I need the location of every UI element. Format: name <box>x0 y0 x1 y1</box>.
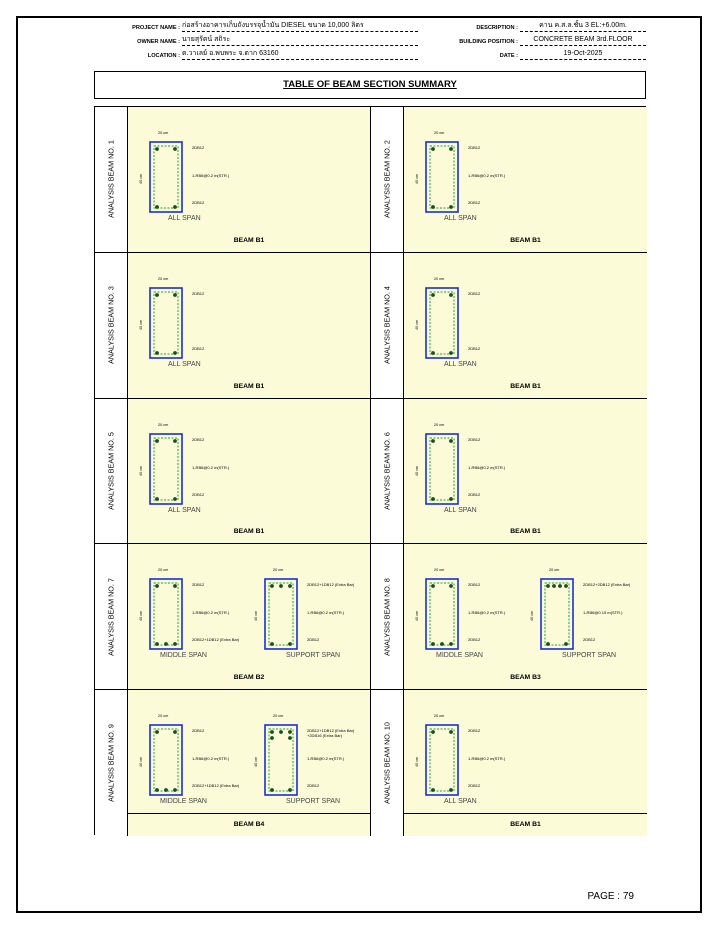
bottom-rebar <box>431 205 435 209</box>
description-value: คาน ค.ส.ล.ชั้น 3 EL:+6.00m. <box>520 20 646 32</box>
beam-section-drawing <box>148 140 188 214</box>
all-span-label: ALL SPAN <box>168 215 201 222</box>
top-rebar <box>155 439 159 443</box>
analysis-beam-label-text: ANALYSIS BEAM NO. 9 <box>106 724 116 802</box>
bottom-rebar <box>270 788 274 792</box>
analysis-beam-label <box>371 107 404 252</box>
section-drawing-area <box>128 690 370 814</box>
analysis-beam-label-text: ANALYSIS BEAM NO. 6 <box>382 432 392 510</box>
stirrup-rebar-label: 1-RB6@0.2 m(STR.) <box>468 756 506 762</box>
beam-cell <box>95 253 371 399</box>
top-rebar-label: 2DB12+2DB12 (Extra Bar) <box>583 582 631 588</box>
concrete-outline <box>150 579 182 649</box>
depth-dimension: 40 cm <box>415 756 419 768</box>
analysis-beam-label-text: ANALYSIS BEAM NO. 7 <box>106 577 116 656</box>
top-rebar <box>173 584 177 588</box>
top-rebar <box>564 584 568 588</box>
beam-name: BEAM B2 <box>128 667 370 689</box>
stirrup <box>545 583 569 645</box>
all-span-label: ALL SPAN <box>444 360 477 368</box>
bottom-rebar <box>173 205 177 209</box>
stirrup-rebar-label: 1-RB6@0.2 m(STR.) <box>192 173 230 178</box>
width-dimension: 20 cm <box>434 131 445 135</box>
section-drawing-area <box>404 399 647 523</box>
concrete-outline <box>426 142 458 212</box>
page-number: PAGE : 79 <box>587 891 634 902</box>
bottom-rebar-label: 2DB12 <box>192 345 205 351</box>
width-dimension: 20 cm <box>273 714 284 719</box>
beam-cell <box>95 544 371 690</box>
width-dimension: 20 cm <box>158 276 169 281</box>
top-rebar-label: 2DB12 <box>192 290 205 296</box>
bottom-rebar-label: 2DB12+1DB12 (Extra Bar) <box>192 783 240 789</box>
analysis-beam-label <box>95 544 128 689</box>
bottom-rebar-label: 2DB12 <box>468 491 481 497</box>
analysis-beam-label <box>95 690 128 836</box>
beam-cell <box>95 107 371 253</box>
concrete-outline <box>426 288 458 358</box>
all-span-label: ALL SPAN <box>444 215 477 222</box>
top-rebar <box>173 439 177 443</box>
top-rebar <box>449 293 453 297</box>
bottom-rebar-label: 2DB12 <box>192 200 205 205</box>
depth-dimension: 40 cm <box>415 319 419 330</box>
date-value: 19-Oct-2025 <box>520 48 646 60</box>
top-rebar <box>173 293 177 297</box>
middle-span-label: MIDDLE SPAN <box>436 652 483 660</box>
analysis-beam-label-text: ANALYSIS BEAM NO. 10 <box>382 722 392 804</box>
bottom-rebar-label: 2DB12 <box>307 637 320 643</box>
beam-section-table <box>94 106 646 835</box>
top-rebar <box>270 730 274 734</box>
stirrup-rebar-label: 1-RB6@0.15 m(STR.) <box>583 610 623 616</box>
beam-section-drawing <box>539 577 579 651</box>
stirrup <box>154 438 178 500</box>
bottom-rebar <box>155 205 159 209</box>
project-name-label: PROJECT NAME : <box>132 25 180 31</box>
beam-section-drawing <box>424 432 464 506</box>
stirrup <box>154 292 178 354</box>
beam-section <box>424 577 464 651</box>
stirrup <box>269 583 293 645</box>
top-rebar <box>431 439 435 443</box>
bottom-rebar <box>449 788 453 792</box>
stirrup <box>430 292 454 354</box>
top-rebar-label: 2DB12 <box>192 728 205 734</box>
stirrup-rebar-label: 1-RB6@0.2 m(STR.) <box>307 756 345 762</box>
beam-section-drawing <box>148 577 188 651</box>
beam-section <box>263 577 303 651</box>
bottom-rebar <box>164 788 168 792</box>
analysis-beam-label-text: ANALYSIS BEAM NO. 2 <box>382 140 392 219</box>
beam-section <box>424 432 464 506</box>
concrete-outline <box>426 434 458 504</box>
top-rebar-label: 2DB12 <box>192 145 205 150</box>
section-drawing-area <box>404 544 647 668</box>
concrete-outline <box>265 579 297 649</box>
depth-dimension: 40 cm <box>530 611 534 622</box>
depth-dimension: 40 cm <box>254 611 258 622</box>
top-rebar <box>155 293 159 297</box>
beam-section <box>148 286 188 360</box>
concrete-outline <box>150 142 182 212</box>
top-rebar <box>449 439 453 443</box>
all-span-label: ALL SPAN <box>444 798 477 806</box>
stirrup <box>154 146 178 208</box>
section-drawing-area <box>128 399 370 523</box>
width-dimension: 20 cm <box>434 422 445 427</box>
top-rebar <box>279 730 283 734</box>
beam-name: BEAM B1 <box>404 230 647 252</box>
beam-section <box>263 723 303 797</box>
width-dimension: 20 cm <box>158 568 169 573</box>
support-span-label: SUPPORT SPAN <box>286 798 341 806</box>
top-rebar <box>173 730 177 734</box>
stirrup-rebar-label: 1-RB6@0.2 m(STR.) <box>192 756 230 762</box>
bottom-rebar <box>449 497 453 501</box>
location-label: LOCATION : <box>147 53 180 59</box>
section-drawing-area <box>404 107 647 231</box>
table-title <box>94 71 646 99</box>
beam-name: BEAM B1 <box>128 521 370 543</box>
support-span-label: SUPPORT SPAN <box>562 652 617 660</box>
concrete-outline <box>426 579 458 649</box>
top-rebar-label: 2DB12 <box>468 145 481 150</box>
concrete-outline <box>150 434 182 504</box>
bottom-rebar <box>173 497 177 501</box>
middle-span-label: MIDDLE SPAN <box>160 652 207 660</box>
beam-name: BEAM B1 <box>404 376 647 398</box>
analysis-beam-label <box>371 544 404 689</box>
stirrup-rebar-label: 1-RB6@0.2 m(STR.) <box>468 610 506 616</box>
top-rebar-second-layer <box>270 736 274 740</box>
beam-section-drawing <box>424 577 464 651</box>
analysis-beam-label <box>95 107 128 252</box>
beam-name: BEAM B1 <box>404 814 647 836</box>
width-dimension: 20 cm <box>549 568 560 573</box>
concrete-outline <box>150 288 182 358</box>
stirrup-rebar-label: 1-RB6@0.2 m(STR.) <box>468 173 506 178</box>
beam-name: BEAM B1 <box>128 376 370 398</box>
section-drawing-area <box>128 253 370 377</box>
beam-section-drawing <box>148 286 188 360</box>
date-label: DATE : <box>499 53 518 59</box>
beam-section-drawing <box>263 577 303 651</box>
bottom-rebar <box>431 351 435 355</box>
depth-dimension: 40 cm <box>139 465 143 476</box>
beam-section-drawing <box>424 140 464 214</box>
section-drawing-area <box>128 544 370 668</box>
depth-dimension: 40 cm <box>139 611 143 622</box>
bottom-rebar <box>440 642 444 646</box>
bottom-rebar <box>173 788 177 792</box>
bottom-rebar <box>449 205 453 209</box>
analysis-beam-label <box>371 399 404 544</box>
project-name-value: ก่อสร้างอาคารเก็บถังบรรจุน้ำมัน DIESEL ขนาด 10,000 ลิตร <box>182 20 418 32</box>
owner-name-value: นายสุรัตน์ สถิระ <box>182 34 418 46</box>
top-rebar <box>279 584 283 588</box>
top-rebar-label: 2DB12+1DB12 (Extra Bar) <box>307 582 355 588</box>
beam-section <box>148 140 188 214</box>
top-rebar <box>173 147 177 151</box>
concrete-outline <box>265 725 297 795</box>
top-rebar <box>431 147 435 151</box>
bottom-rebar <box>431 497 435 501</box>
top-rebar-label: 2DB12 <box>468 728 481 734</box>
bottom-rebar <box>155 788 159 792</box>
width-dimension: 20 cm <box>273 568 284 573</box>
bottom-rebar-label: 2DB12 <box>468 783 481 789</box>
depth-dimension: 40 cm <box>415 611 419 622</box>
analysis-beam-label <box>371 253 404 398</box>
analysis-beam-label <box>95 253 128 398</box>
bottom-rebar <box>564 642 568 646</box>
all-span-label: ALL SPAN <box>444 506 477 514</box>
table-title-text: TABLE OF BEAM SECTION SUMMARY <box>283 79 457 90</box>
top-rebar <box>288 584 292 588</box>
width-dimension: 20 cm <box>434 568 445 573</box>
analysis-beam-label <box>95 399 128 544</box>
width-dimension: 20 cm <box>434 276 445 281</box>
top-rebar-label: 2DB12+1DB12 (Extra Bar) <box>307 728 355 734</box>
stirrup <box>154 729 178 791</box>
top-rebar-label: 2DB12 <box>192 582 205 588</box>
beam-section <box>148 723 188 797</box>
beam-section-drawing <box>148 723 188 797</box>
depth-dimension: 40 cm <box>415 465 419 476</box>
all-span-label: ALL SPAN <box>168 360 201 368</box>
analysis-beam-label-text: ANALYSIS BEAM NO. 4 <box>382 286 392 365</box>
bottom-rebar <box>173 642 177 646</box>
building-position-label: BUILDING POSITION : <box>459 39 518 45</box>
top-rebar <box>449 584 453 588</box>
stirrup-rebar-label: 1-RB6@0.2 m(STR.) <box>192 464 230 470</box>
stirrup <box>430 146 454 208</box>
beam-name: BEAM B1 <box>404 521 647 543</box>
top-rebar <box>155 584 159 588</box>
depth-dimension: 40 cm <box>254 756 258 768</box>
bottom-rebar <box>270 642 274 646</box>
width-dimension: 20 cm <box>158 422 169 427</box>
bottom-rebar <box>449 351 453 355</box>
beam-section-drawing <box>263 723 303 797</box>
analysis-beam-label <box>371 690 404 836</box>
top-rebar <box>431 293 435 297</box>
beam-cell <box>95 690 371 836</box>
beam-cell <box>371 253 647 399</box>
analysis-beam-label-text: ANALYSIS BEAM NO. 5 <box>106 432 116 510</box>
depth-dimension: 40 cm <box>139 756 143 768</box>
bottom-rebar <box>431 642 435 646</box>
bottom-rebar-label: 2DB12 <box>468 345 481 351</box>
top-rebar <box>431 584 435 588</box>
bottom-rebar <box>449 642 453 646</box>
top-rebar <box>288 730 292 734</box>
concrete-outline <box>426 725 458 795</box>
beam-cell <box>371 544 647 690</box>
stirrup <box>430 583 454 645</box>
bottom-rebar <box>155 351 159 355</box>
top-rebar-label: 2DB12 <box>468 290 481 296</box>
section-drawing-area <box>404 690 647 814</box>
beam-section-drawing <box>424 286 464 360</box>
top2-rebar-label: +2DB16 (Extra Bar) <box>307 733 343 739</box>
bottom-rebar-label: 2DB12 <box>468 637 481 643</box>
beam-cell <box>371 690 647 836</box>
support-span-label: SUPPORT SPAN <box>286 652 341 660</box>
bottom-rebar-label: 2DB12 <box>307 783 320 789</box>
top-rebar <box>449 147 453 151</box>
width-dimension: 20 cm <box>434 714 445 719</box>
beam-section-drawing <box>424 723 464 797</box>
concrete-outline <box>150 725 182 795</box>
stirrup <box>430 438 454 500</box>
top-rebar <box>431 730 435 734</box>
top-rebar-second-layer <box>288 736 292 740</box>
top-rebar-label: 2DB12 <box>468 582 481 588</box>
top-rebar <box>155 147 159 151</box>
beam-cell <box>371 107 647 253</box>
beam-section <box>148 432 188 506</box>
analysis-beam-label-text: ANALYSIS BEAM NO. 3 <box>106 286 116 365</box>
beam-cell <box>95 399 371 545</box>
beam-section <box>424 286 464 360</box>
top-rebar <box>449 730 453 734</box>
bottom-rebar <box>173 351 177 355</box>
bottom-rebar <box>155 497 159 501</box>
top-rebar <box>546 584 550 588</box>
beam-name: BEAM B3 <box>404 667 647 689</box>
stirrup-rebar-label: 1-RB6@0.2 m(STR.) <box>307 610 345 616</box>
bottom-rebar-label: 2DB12 <box>583 637 596 643</box>
building-position-text: CONCRETE BEAM 3rd.FLOOR <box>520 34 646 46</box>
depth-dimension: 40 cm <box>415 173 419 184</box>
top-rebar <box>552 584 556 588</box>
top-rebar <box>558 584 562 588</box>
location-value: ต.วาเลย์ อ.พบพระ จ.ตาก 63160 <box>182 48 418 60</box>
stirrup <box>430 729 454 791</box>
stirrup-rebar-label: 1-RB6@0.2 m(STR.) <box>192 610 230 616</box>
all-span-label: ALL SPAN <box>168 506 201 514</box>
depth-dimension: 40 cm <box>139 173 143 184</box>
top-rebar <box>270 584 274 588</box>
width-dimension: 20 cm <box>158 714 169 719</box>
beam-cell <box>371 399 647 545</box>
concrete-outline <box>541 579 573 649</box>
beam-section <box>424 140 464 214</box>
bottom-rebar-label: 2DB12 <box>192 491 205 497</box>
bottom-rebar <box>164 642 168 646</box>
section-drawing-area <box>128 107 370 231</box>
top-rebar-label: 2DB12 <box>192 436 205 442</box>
bottom-rebar <box>546 642 550 646</box>
owner-name-label: OWNER NAME : <box>137 39 180 45</box>
bottom-rebar-label: 2DB12 <box>468 200 481 205</box>
stirrup-rebar-label: 1-RB6@0.2 m(STR.) <box>468 464 506 470</box>
middle-span-label: MIDDLE SPAN <box>160 798 207 806</box>
beam-section <box>539 577 579 651</box>
section-drawing-area <box>404 253 647 377</box>
beam-name: BEAM B1 <box>128 230 370 252</box>
beam-name: BEAM B4 <box>128 814 370 836</box>
analysis-beam-label-text: ANALYSIS BEAM NO. 8 <box>382 577 392 656</box>
bottom-rebar <box>288 788 292 792</box>
top-rebar-label: 2DB12 <box>468 436 481 442</box>
top-rebar <box>155 730 159 734</box>
bottom-rebar <box>431 788 435 792</box>
description-label: DESCRIPTION : <box>476 25 518 31</box>
depth-dimension: 40 cm <box>139 319 143 330</box>
bottom-rebar <box>288 642 292 646</box>
width-dimension: 20 cm <box>158 131 169 135</box>
stirrup <box>154 583 178 645</box>
bottom-rebar <box>155 642 159 646</box>
beam-section <box>424 723 464 797</box>
beam-section <box>148 577 188 651</box>
bottom-rebar-label: 2DB12+1DB12 (Extra Bar) <box>192 637 240 643</box>
beam-section-drawing <box>148 432 188 506</box>
analysis-beam-label-text: ANALYSIS BEAM NO. 1 <box>106 140 116 219</box>
